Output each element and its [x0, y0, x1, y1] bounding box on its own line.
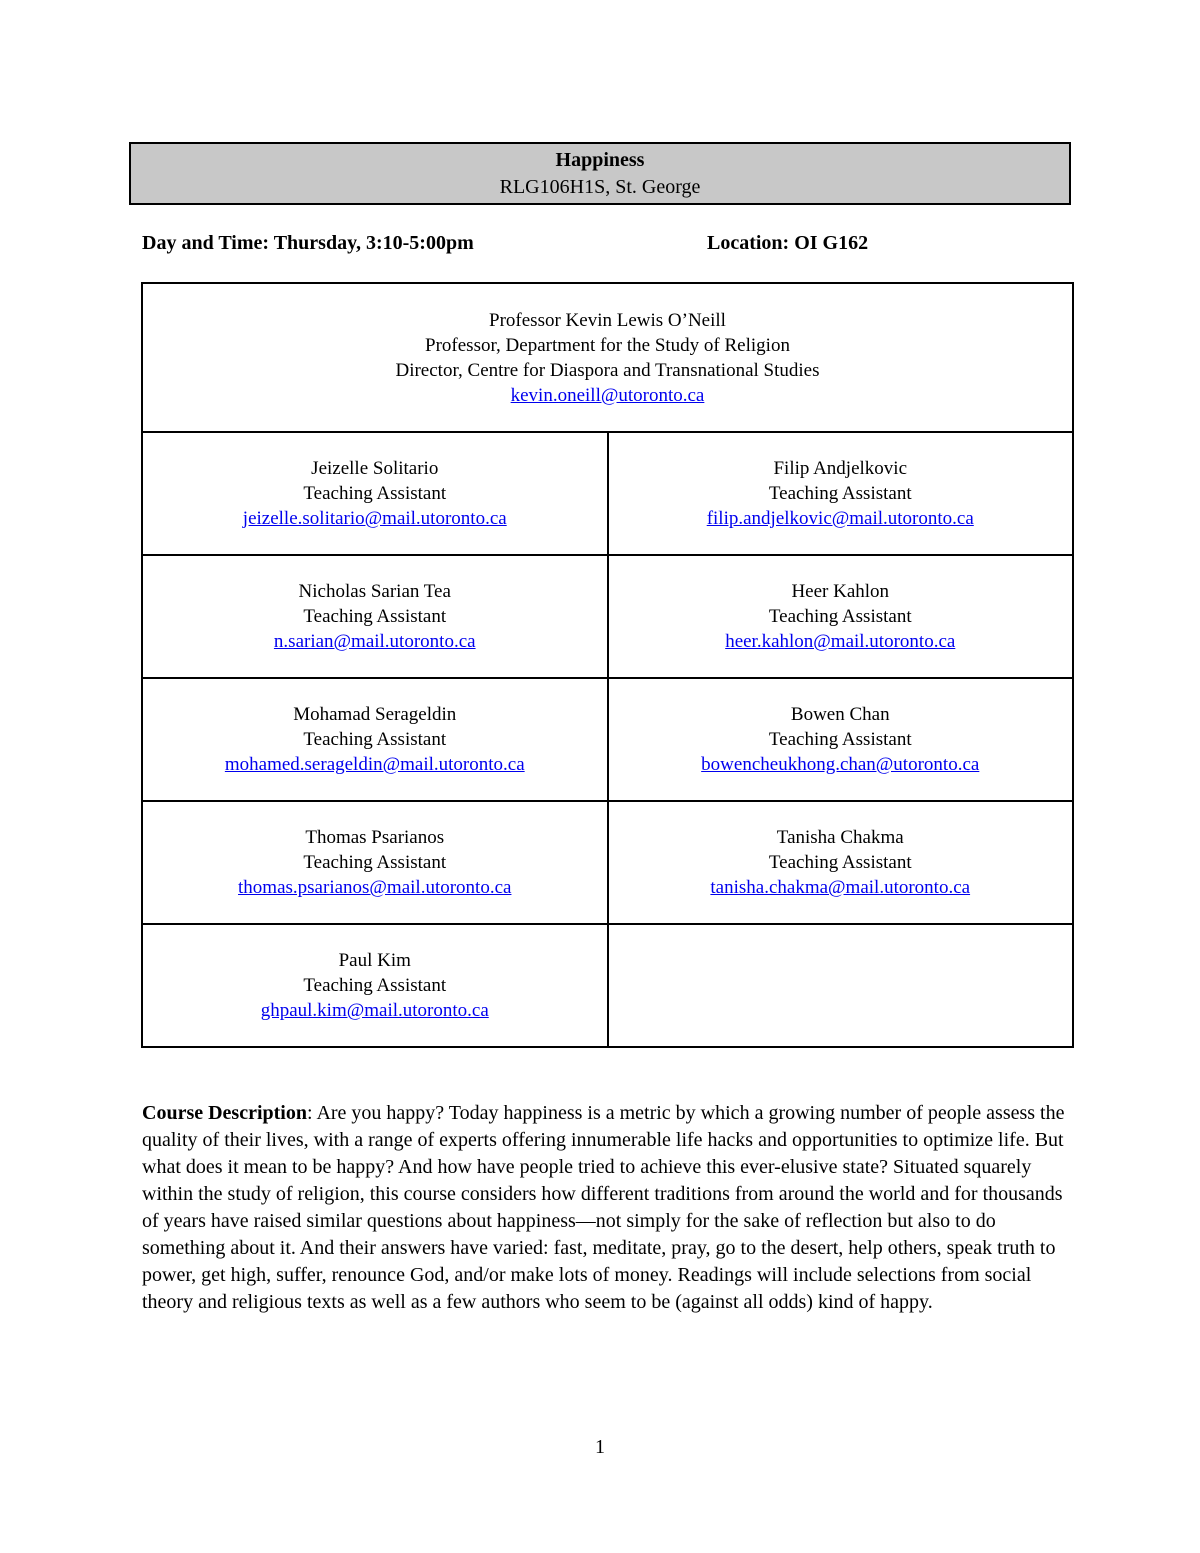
course-description-text: : Are you happy? Today happiness is a metric by which a growing number of people assess the quality of their lives, with a range of experts offering innumerable life hacks and opportunities to optimize life. But what does it mean to be happy? And how have people tried to achieve this ever-elusive state? Situated squarely within the study of religion, this course considers how different traditions from around the world and for thousands of years have raised similar questions about happiness—not simply for the sake of reflection but also to do something about it. And their answers have varied: fast, meditate, pray, go to the desert, help others, speak truth to power, get high, suffer, renounce God, and/or make lots of money. Readings will include selections from social theory and religious texts as well as a few authors who seem to be (against all odds) kind of happy. [142, 1102, 1065, 1313]
ta-role: Teaching Assistant [768, 606, 912, 627]
professor-name: Professor Kevin Lewis O’Neill [489, 309, 726, 331]
professor-director-role: Director, Centre for Diaspora and Transnational Studies [395, 359, 820, 381]
day-time: Day and Time: Thursday, 3:10-5:00pm [142, 232, 474, 254]
ta-name: Nicholas Sarian Tea [298, 581, 451, 602]
ta-cell [608, 555, 1074, 678]
course-description [142, 1100, 1067, 1316]
ta-role: Teaching Assistant [303, 729, 447, 750]
ta-email-link[interactable]: thomas.psarianos@mail.utoronto.ca [238, 877, 512, 898]
ta-role: Teaching Assistant [303, 975, 447, 996]
ta-email-link[interactable]: tanisha.chakma@mail.utoronto.ca [710, 877, 971, 898]
course-description-label: Course Description [142, 1102, 307, 1124]
ta-email-link[interactable]: jeizelle.solitario@mail.utoronto.ca [242, 508, 507, 529]
page-number: 1 [595, 1436, 605, 1458]
ta-cell [142, 678, 608, 801]
ta-role: Teaching Assistant [303, 606, 447, 627]
ta-row [142, 678, 1073, 801]
ta-email-link[interactable]: ghpaul.kim@mail.utoronto.ca [260, 1000, 489, 1021]
ta-name: Paul Kim [338, 950, 411, 971]
ta-cell [608, 432, 1074, 555]
ta-name: Filip Andjelkovic [773, 458, 908, 479]
ta-name: Thomas Psarianos [305, 827, 445, 848]
ta-role: Teaching Assistant [768, 729, 912, 750]
ta-row [142, 555, 1073, 678]
ta-cell [142, 432, 608, 555]
ta-cell [608, 801, 1074, 924]
ta-row [142, 924, 1073, 1047]
ta-email-link[interactable]: filip.andjelkovic@mail.utoronto.ca [706, 508, 974, 529]
professor-role: Professor, Department for the Study of Religion [425, 334, 790, 356]
ta-name: Jeizelle Solitario [311, 458, 439, 479]
ta-name: Tanisha Chakma [776, 827, 904, 848]
ta-cell [608, 678, 1074, 801]
professor-row [142, 283, 1073, 432]
course-code: RLG106H1S, St. George [499, 176, 701, 198]
professor-cell [142, 283, 1073, 432]
ta-role: Teaching Assistant [768, 483, 912, 504]
ta-role: Teaching Assistant [303, 852, 447, 873]
staff-table [141, 282, 1074, 1048]
professor-email-link[interactable]: kevin.oneill@utoronto.ca [510, 384, 705, 406]
ta-cell [142, 801, 608, 924]
ta-name: Heer Kahlon [791, 581, 890, 602]
ta-role: Teaching Assistant [303, 483, 447, 504]
ta-cell [142, 555, 608, 678]
ta-email-link[interactable]: mohamed.serageldin@mail.utoronto.ca [224, 754, 525, 775]
ta-email-link[interactable]: heer.kahlon@mail.utoronto.ca [725, 631, 956, 652]
course-title-box [129, 142, 1071, 205]
ta-email-link[interactable]: n.sarian@mail.utoronto.ca [273, 631, 476, 652]
ta-email-link[interactable]: bowencheukhong.chan@utoronto.ca [701, 754, 980, 775]
ta-role: Teaching Assistant [768, 852, 912, 873]
ta-name: Mohamad Serageldin [293, 704, 457, 725]
ta-name: Bowen Chan [790, 704, 890, 725]
empty-cell [608, 924, 1074, 1047]
ta-row [142, 801, 1073, 924]
ta-row [142, 432, 1073, 555]
ta-cell [142, 924, 608, 1047]
course-title: Happiness [555, 149, 645, 171]
location: Location: OI G162 [707, 232, 869, 254]
